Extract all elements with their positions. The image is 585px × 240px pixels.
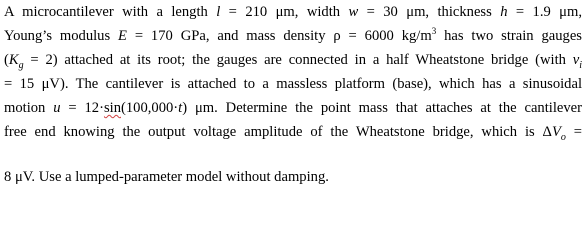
problem-line-2: Young’s modulus E = 170 GPa, and mass density ρ = 6000 $kg/m^3$ has two strain gauges [4,26,582,44]
problem-line-1: A microcantilever with a length l = 210 μm, width w = 30 μm, thickness h = 1.9 μm, [4,4,582,20]
problem-line-7: 8 μV. Use a lumped-parameter model without damping. [4,169,329,185]
problem-line-3: $(K_g = 2)$ attached at its root; the gauges are connected in a half Wheatstone bridge (with $v_i$ [4,52,582,71]
problem-line-4: = 15 μV). The cantilever is attached to a massless platform (base), which has a sinusoidal [4,76,582,92]
problem-line-6: free end knowing the output voltage amplitude of the Wheatstone bridge, which is $\Delta V_o$ = [4,124,582,143]
problem-line-5: motion u = 12·sin(100,000·t) μm. Determine the point mass that attaches at the cantilever [4,100,582,116]
problem-statement [4,0,582,189]
